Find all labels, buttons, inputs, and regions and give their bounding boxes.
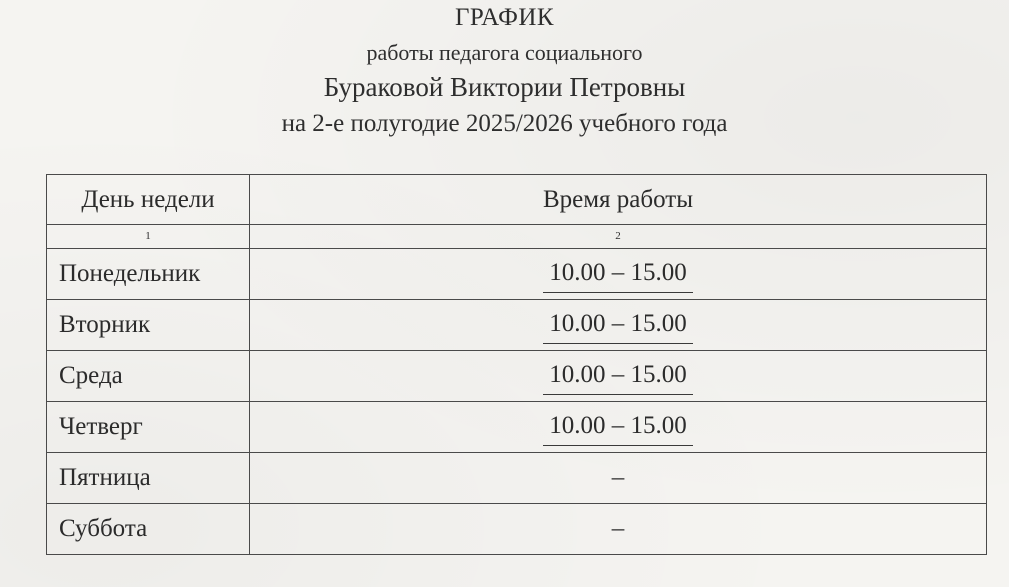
document-title: ГРАФИК bbox=[454, 4, 555, 31]
time-value: 10.00 – 15.00 bbox=[547, 412, 689, 442]
time-value: – bbox=[611, 515, 625, 542]
employee-name: Бураковой Виктории Петровны bbox=[323, 72, 686, 102]
time-value: 10.00 – 15.00 bbox=[547, 259, 689, 289]
day-cell: Четверг bbox=[47, 402, 250, 453]
time-value: 10.00 – 15.00 bbox=[547, 361, 689, 391]
column-number-2: 2 bbox=[250, 225, 987, 249]
day-cell: Понедельник bbox=[47, 249, 250, 300]
time-cell bbox=[250, 351, 987, 402]
table-row bbox=[47, 351, 987, 402]
time-cell bbox=[250, 504, 987, 555]
day-cell: Пятница bbox=[47, 453, 250, 504]
time-cell bbox=[250, 453, 987, 504]
column-number-1: 1 bbox=[47, 225, 250, 249]
day-cell: Среда bbox=[47, 351, 250, 402]
column-header-time: Время работы bbox=[250, 175, 987, 225]
document-subtitle: работы педагога социального bbox=[366, 40, 643, 65]
table-row bbox=[47, 300, 987, 351]
day-cell: Суббота bbox=[47, 504, 250, 555]
schedule-table bbox=[46, 174, 987, 555]
table-row bbox=[47, 504, 987, 555]
time-cell bbox=[250, 300, 987, 351]
time-value: 10.00 – 15.00 bbox=[547, 310, 689, 340]
column-header-day: День недели bbox=[47, 175, 250, 225]
table-header-row bbox=[47, 175, 987, 225]
column-number-row bbox=[47, 225, 987, 249]
time-value: – bbox=[611, 464, 625, 491]
table-row bbox=[47, 453, 987, 504]
table-row bbox=[47, 249, 987, 300]
day-cell: Вторник bbox=[47, 300, 250, 351]
table-row bbox=[47, 402, 987, 453]
time-cell bbox=[250, 402, 987, 453]
time-cell bbox=[250, 249, 987, 300]
period-line: на 2-е полугодие 2025/2026 учебного года bbox=[281, 110, 728, 137]
